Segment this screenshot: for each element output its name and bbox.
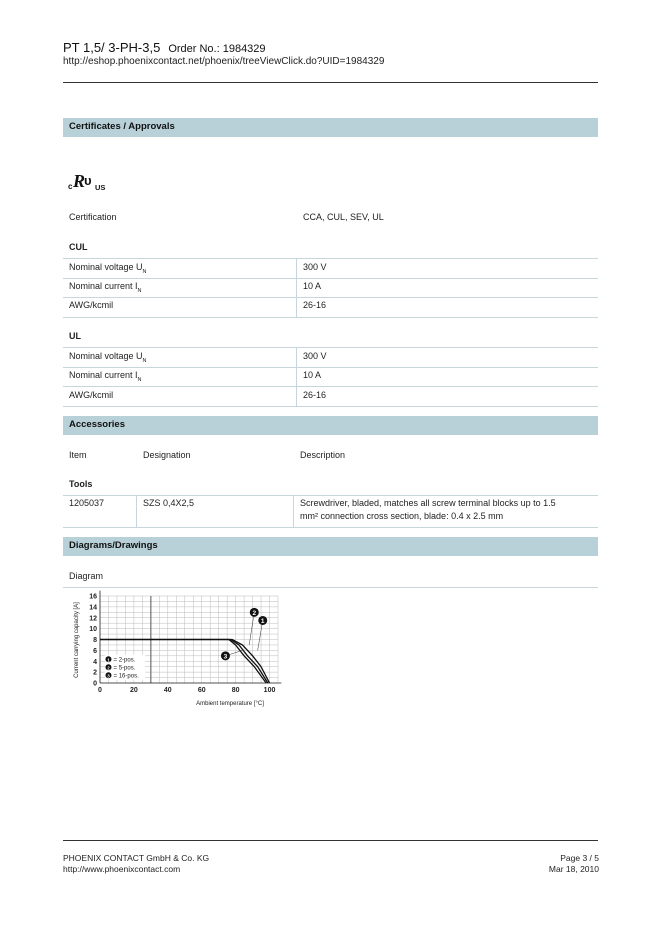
ul-voltage-label: Nominal voltage $U_N$ <box>69 351 147 364</box>
legend-marker-label: 3 <box>107 673 110 679</box>
legend-marker-label: 2 <box>107 665 110 671</box>
row-divider <box>63 347 598 348</box>
column-header-designation: Designation <box>143 450 191 460</box>
row-divider <box>63 587 598 588</box>
x-tick-label: 100 <box>263 687 276 694</box>
ul-awg-value: 26-16 <box>303 390 327 400</box>
ul-voltage-value: 300 V <box>303 351 327 361</box>
footer-company: PHOENIX CONTACT GmbH & Co. KG <box>63 853 210 863</box>
order-number: Order No.: 1984329 <box>168 43 266 55</box>
column-header-item: Item <box>69 450 87 460</box>
section-certificates <box>63 118 598 137</box>
row-divider <box>63 527 598 528</box>
y-tick-label: 4 <box>93 658 97 666</box>
ul-awg-label: AWG/kcmil <box>69 390 114 400</box>
cul-awg-label: AWG/kcmil <box>69 300 114 310</box>
footer-page: Page 3 / 5 <box>560 853 599 863</box>
footer-left <box>63 853 209 875</box>
ul-current-value: 10 A <box>303 370 322 380</box>
x-tick-label: 60 <box>197 687 206 694</box>
x-tick-label: 80 <box>231 687 240 694</box>
group-ul-title: UL <box>69 331 81 341</box>
series-marker-label: 2 <box>252 609 257 617</box>
accessory-item-number: 1205037 <box>69 498 105 508</box>
y-tick-label: 16 <box>89 593 97 601</box>
x-tick-label: 0 <box>98 687 102 694</box>
cul-voltage-label: Nominal voltage $U_N$ <box>69 262 147 275</box>
section-diagrams <box>63 537 598 556</box>
section-title: Diagrams/Drawings <box>69 540 158 551</box>
row-divider <box>63 367 598 368</box>
current-derating-chart <box>66 590 286 710</box>
ul-logo-left: c <box>68 182 73 191</box>
column-header-description: Description <box>300 450 346 460</box>
certification-label: Certification <box>69 212 117 222</box>
footer-right <box>549 853 599 875</box>
cul-awg-value: 26-16 <box>303 300 327 310</box>
column-divider <box>296 347 297 406</box>
header-divider <box>63 82 598 83</box>
ul-current-label: Nominal current $I_N$ <box>69 370 142 383</box>
row-divider <box>63 297 598 298</box>
diagram-label: Diagram <box>69 571 104 581</box>
cul-current-value: 10 A <box>303 281 322 291</box>
column-divider <box>296 258 297 318</box>
y-tick-label: 0 <box>93 680 97 688</box>
row-divider <box>63 278 598 279</box>
footer-date: Mar 18, 2010 <box>548 864 599 874</box>
row-divider <box>63 406 598 407</box>
cul-current-label: Nominal current $I_N$ <box>69 281 142 294</box>
series-marker-label: 3 <box>223 653 228 661</box>
legend-label: = 2-pos. <box>113 657 136 664</box>
y-tick-label: 8 <box>93 637 97 644</box>
row-divider <box>63 317 598 318</box>
accessory-description-line1: Screwdriver, bladed, matches all screw terminal blocks up to 1.5 <box>300 498 556 508</box>
legend-marker-label: 1 <box>107 657 110 663</box>
x-tick-label: 20 <box>130 687 138 694</box>
y-tick-label: 12 <box>89 615 97 623</box>
accessory-designation: SZS 0,4X2,5 <box>143 498 195 508</box>
column-divider <box>293 495 294 527</box>
cul-voltage-value: 300 V <box>303 262 327 272</box>
product-url[interactable]: http://eshop.phoenixcontact.net/phoenix/treeViewClick.do?UID=1984329 <box>63 56 385 67</box>
y-tick-label: 6 <box>93 647 97 655</box>
footer-divider <box>63 840 598 841</box>
ul-logo-mark: R <box>73 171 86 191</box>
section-title: Certificates / Approvals <box>69 121 175 132</box>
y-tick-label: 2 <box>93 669 97 677</box>
product-code: PT 1,5/ 3-PH-3,5 <box>63 40 161 55</box>
row-divider <box>63 495 598 496</box>
section-title: Accessories <box>69 419 125 430</box>
ul-logo-right: US <box>95 183 106 192</box>
series-marker-label: 1 <box>260 617 265 625</box>
certification-value: CCA, CUL, SEV, UL <box>303 212 384 222</box>
x-tick-label: 40 <box>163 687 172 694</box>
legend-label: = 5-pos. <box>113 665 136 672</box>
y-axis-label: Current carrying capacity [A] <box>74 602 80 678</box>
column-divider <box>136 495 137 527</box>
y-tick-label: 14 <box>89 604 97 612</box>
ul-listed-logo-icon: c R ᴜ US <box>68 171 106 192</box>
document-title <box>63 40 266 55</box>
row-divider <box>63 258 598 259</box>
group-tools-title: Tools <box>69 479 93 489</box>
accessory-description-line2: mm² connection cross section, blade: 0.4 x 2.5 mm <box>300 511 504 521</box>
x-axis-label: Ambient temperature [°C] <box>196 701 264 707</box>
legend-label: = 16-pos. <box>113 673 139 680</box>
y-tick-label: 10 <box>89 626 97 634</box>
footer-website[interactable]: http://www.phoenixcontact.com <box>63 864 181 874</box>
group-cul-title: CUL <box>69 242 88 252</box>
row-divider <box>63 386 598 387</box>
section-accessories <box>63 416 598 435</box>
